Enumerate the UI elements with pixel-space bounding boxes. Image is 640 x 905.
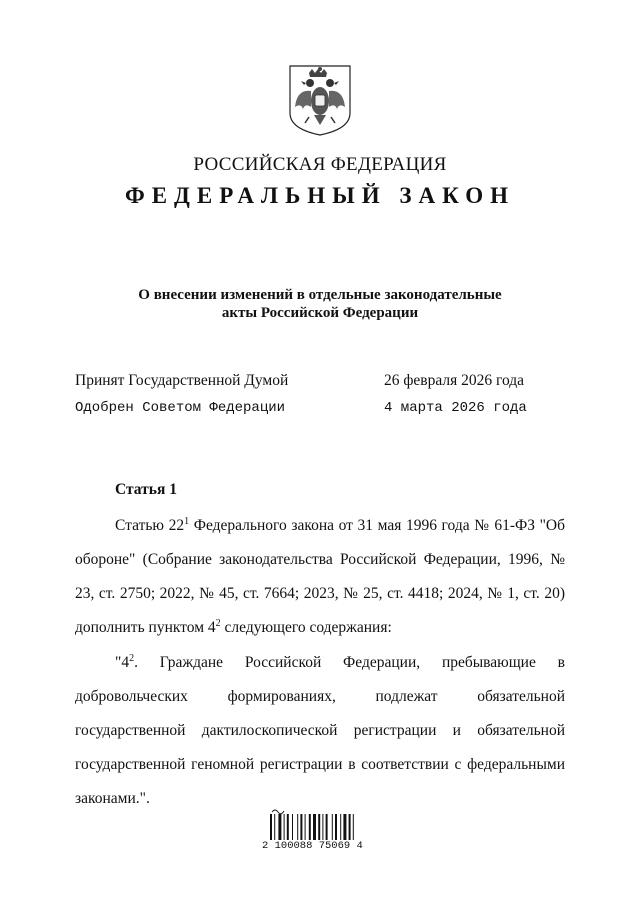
barcode-bar [318, 814, 320, 840]
barcode-bar [278, 814, 281, 840]
p1-superscript-1: 1 [184, 516, 190, 527]
law-subject-line2: акты Российской Федерации [221, 305, 419, 321]
law-type-heading: ФЕДЕРАЛЬНЫЙ ЗАКОН [124, 183, 516, 208]
p1-text-b: Федерального закона от 31 мая 1996 года № 61-ФЗ "Об обороне" (Собрание законодательства Российской Федерации, 1996, № 23, ст. 2750; 2022, № 45, ст. 7664; 2023, № 25, ст. 4418; 2024, № 1, ст. 20) дополнить пунктом 4 [75, 517, 565, 636]
p2-text-a: "4 [115, 654, 130, 671]
country-heading: РОССИЙСКАЯ ФЕДЕРАЦИЯ [193, 154, 447, 175]
barcode-bar [300, 814, 302, 840]
article-paragraph-1 [75, 509, 565, 645]
duma-adoption-date: 26 февраля 2026 года [384, 372, 525, 389]
barcode-bar [349, 814, 351, 840]
barcode-bar [270, 814, 272, 840]
barcode-bar [326, 814, 328, 840]
barcode-bar [274, 814, 275, 840]
barcode-bar [322, 814, 323, 840]
barcode-bar [309, 814, 311, 840]
barcode-bar [335, 814, 337, 840]
barcode-bar [332, 814, 333, 840]
barcode-bar [297, 814, 298, 840]
council-approval-label: Одобрен Советом Федерации [75, 400, 286, 416]
barcode-bar [340, 814, 341, 840]
coat-of-arms-icon [287, 63, 353, 137]
p1-superscript-2: 2 [215, 618, 221, 629]
barcode-bar [305, 814, 306, 840]
law-subject [100, 286, 540, 322]
p1-text-c: следующего содержания: [220, 619, 392, 636]
council-approval-date: 4 марта 2026 года [384, 400, 527, 416]
barcode-bar [284, 814, 285, 840]
barcode-bar [343, 814, 346, 840]
barcode-bar [313, 814, 316, 840]
barcode-bar [353, 814, 354, 840]
p1-text-a: Статью 22 [115, 517, 185, 534]
signature-mark [272, 810, 284, 814]
barcode-number: 2 100088 75069 4 [262, 840, 363, 852]
barcode-bar [292, 814, 293, 840]
article-title: Статья 1 [115, 481, 177, 498]
duma-adoption-label: Принят Государственной Думой [75, 372, 289, 389]
p2-text-b: . Граждане Российской Федерации, пребывающие в добровольческих формированиях, подлежат обязательной государственной дактилоскопической регистрации и обязательной государственной геномной регистрации в соответствии с федеральными законами.". [75, 654, 565, 807]
law-subject-line1: О внесении изменений в отдельные законодательные [138, 287, 502, 303]
article-paragraph-2 [75, 646, 565, 816]
p2-superscript: 2 [129, 653, 135, 664]
barcode-bar [287, 814, 289, 840]
